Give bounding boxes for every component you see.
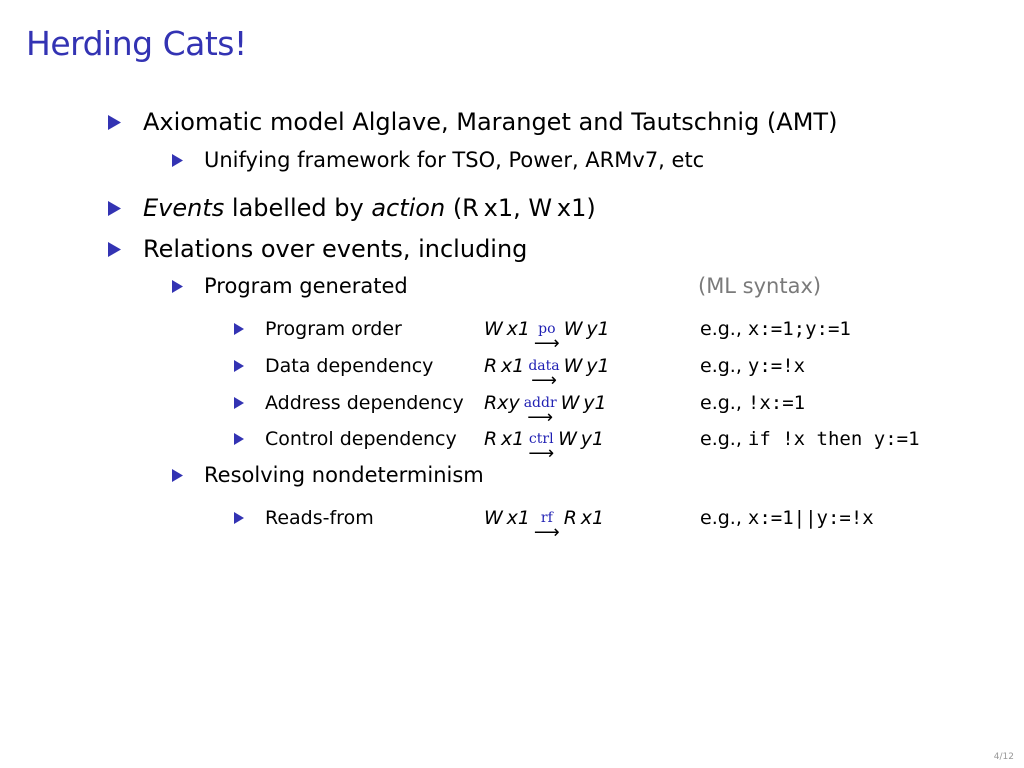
relation-name <box>265 318 402 340</box>
relation-name-text: Program order <box>265 318 402 340</box>
bullet-triangle-icon <box>108 115 121 130</box>
bullet-program-generated <box>204 274 408 298</box>
arrow-right-icon: ⟶ <box>528 443 555 464</box>
arrow-right-icon: ⟶ <box>533 333 560 354</box>
relation-label: po <box>538 321 556 337</box>
relation-expression <box>484 318 610 353</box>
bullet-relations <box>143 235 527 263</box>
relation-lhs: W x1 <box>484 507 530 529</box>
relation-name-text: Reads-from <box>265 507 374 529</box>
bullet-triangle-icon <box>234 360 244 372</box>
relation-lhs: Rxy <box>484 392 520 414</box>
relation-example <box>700 318 851 340</box>
action-term: action <box>371 194 446 222</box>
bullet-triangle-icon <box>172 280 183 293</box>
example-code: y:=!x <box>747 355 806 377</box>
bullet-triangle-icon <box>234 512 244 524</box>
bullet-amt <box>143 108 837 136</box>
relation-name-text: Address dependency <box>265 392 464 414</box>
example-prefix: e.g., <box>700 428 748 450</box>
relation-example <box>700 355 805 377</box>
bullet-events <box>143 194 596 222</box>
bullet-triangle-icon <box>108 242 121 257</box>
relation-expression <box>484 355 610 390</box>
arrow-right-icon: ⟶ <box>533 522 560 543</box>
relation-name <box>265 355 433 377</box>
relation-arrow <box>533 321 560 354</box>
relation-lhs: R x1 <box>484 355 525 377</box>
bullet-resolving <box>204 463 484 487</box>
slide-title: Herding Cats! <box>26 24 247 63</box>
relation-label: ctrl <box>528 431 554 447</box>
relation-rhs: W y1 <box>563 318 610 340</box>
ml-syntax-text: (ML syntax) <box>698 274 822 298</box>
relation-rhs: R x1 <box>563 507 605 529</box>
example-code: if !x then y:=1 <box>747 428 920 450</box>
resolving-text: Resolving nondeterminism <box>204 463 484 487</box>
events-tail: (R x1, W x1) <box>445 194 596 222</box>
page-number: 4/12 <box>993 752 1014 762</box>
ml-syntax-note <box>698 274 821 298</box>
relation-name-text: Control dependency <box>265 428 457 450</box>
relation-expression <box>484 428 604 463</box>
relation-example <box>700 392 805 414</box>
bullet-triangle-icon <box>234 323 244 335</box>
relation-label: addr <box>523 395 557 411</box>
relation-lhs: R x1 <box>484 428 525 450</box>
events-mid: labelled by <box>224 194 372 222</box>
relation-name <box>265 392 464 414</box>
relation-name-text: Data dependency <box>265 355 434 377</box>
relation-name <box>265 428 457 450</box>
example-prefix: e.g., <box>700 392 748 414</box>
relation-label: data <box>528 358 560 374</box>
bullet-amt-text: Axiomatic model Alglave, Maranget and Tautschnig (AMT) <box>143 108 838 136</box>
relation-name <box>265 507 374 529</box>
example-code: x:=1;y:=1 <box>747 318 851 340</box>
bullet-triangle-icon <box>172 154 183 167</box>
program-generated-text: Program generated <box>204 274 408 298</box>
bullet-triangle-icon <box>234 397 244 409</box>
relation-example <box>700 428 920 450</box>
example-prefix: e.g., <box>700 318 748 340</box>
bullet-triangle-icon <box>234 433 244 445</box>
example-prefix: e.g., <box>700 507 748 529</box>
bullet-unifying-text: Unifying framework for TSO, Power, ARMv7, etc <box>204 148 705 172</box>
bullet-relations-text: Relations over events, including <box>143 235 528 263</box>
relation-label: rf <box>540 510 553 526</box>
arrow-right-icon: ⟶ <box>527 407 554 428</box>
relation-expression <box>484 507 604 542</box>
relation-arrow <box>528 358 560 391</box>
example-code: x:=1||y:=!x <box>747 507 874 529</box>
relation-rhs: W y1 <box>558 428 605 450</box>
bullet-triangle-icon <box>108 201 121 216</box>
relation-arrow <box>528 431 555 464</box>
relation-expression <box>484 392 607 427</box>
events-term: Events <box>143 194 225 222</box>
arrow-right-icon: ⟶ <box>531 370 557 391</box>
relation-lhs: W x1 <box>484 318 530 340</box>
bullet-unifying <box>204 148 704 172</box>
relation-arrow <box>533 510 560 543</box>
relation-example <box>700 507 874 529</box>
bullet-triangle-icon <box>172 469 183 482</box>
relation-rhs: W y1 <box>563 355 610 377</box>
example-code: !x:=1 <box>747 392 806 414</box>
relation-arrow <box>523 395 557 428</box>
relation-rhs: W y1 <box>560 392 607 414</box>
example-prefix: e.g., <box>700 355 748 377</box>
